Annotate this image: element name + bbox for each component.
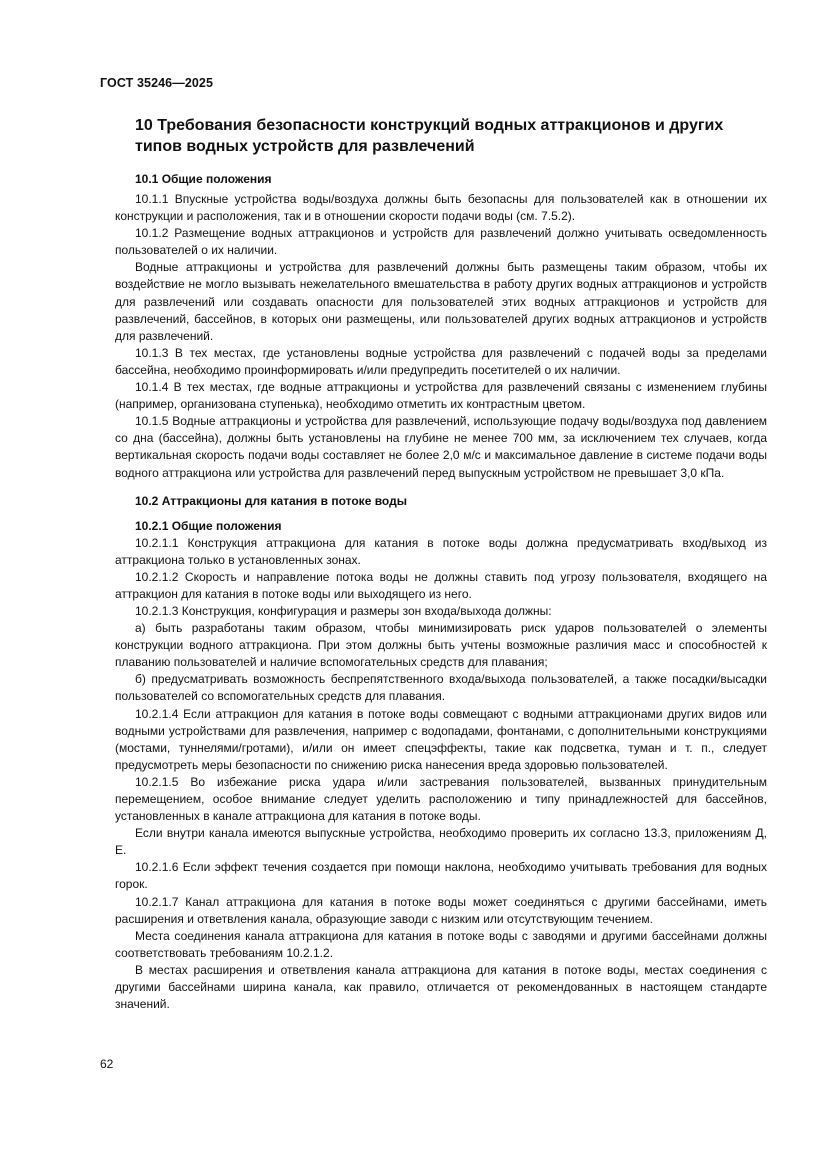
paragraph-10-2-1-7-connections: Места соединения канала аттракциона для катания в потоке воды с заводями и другими бассейнами должны соответствовать требованиям 10.2.1.2.	[115, 928, 767, 960]
paragraph-10-1-3: 10.1.3 В тех местах, где установлены водные устройства для развлечений с подачей воды за пределами бассейна, необходимо проинформировать и/или предупредить посетителей о их наличии.	[115, 345, 767, 377]
paragraph-10-2-1-3: 10.2.1.3 Конструкция, конфигурация и размеры зон входа/выхода должны:	[135, 603, 552, 618]
paragraph-10-2-1-5: 10.2.1.5 Во избежание риска удара и/или застревания пользователей, вызванных принудительным перемещением, особое внимание следует уделить расположению и типу принадлежностей для бассейнов, установленных в канале аттракциона для катания в потоке воды.	[115, 774, 767, 824]
paragraph-10-2-1-7-width: В местах расширения и ответвления канала аттракциона для катания в потоке воды, местах соединения с другими бассейнами ширина канала, как правило, отличается от рекомендованных в настоящем стандарте значений.	[115, 962, 767, 1012]
paragraph-10-2-1-5-outlets: Если внутри канала имеются выпускные устройства, необходимо проверить их согласно 13.3, приложениям Д, Е.	[115, 826, 767, 858]
document-body	[115, 115, 767, 1013]
paragraph-10-2-1-7: 10.2.1.7 Канал аттракциона для катания в потоке воды может соединяться с другими бассейнами, иметь расширения и ответвления канала, образующие заводи с низким или отсутствующим течением.	[115, 894, 767, 926]
paragraph-10-2-1-1: 10.2.1.1 Конструкция аттракциона для катания в потоке воды должна предусматривать вход/выход из аттракциона только в установленных зонах.	[115, 535, 767, 567]
paragraph-10-1-2: 10.1.2 Размещение водных аттракционов и устройств для развлечений должно учитывать осведомленность пользователей о их наличии.	[115, 226, 767, 258]
paragraph-10-1-1: 10.1.1 Впускные устройства воды/воздуха должны быть безопасны для пользователей как в отношении их конструкции и расположения, так и в отношении скорости подачи воды (см. 7.5.2).	[115, 192, 767, 224]
paragraph-10-1-2-placement: Водные аттракционы и устройства для развлечений должны быть размещены таким образом, чтобы их воздействие не могло вызывать нежелательного вмешательства в работу других водных аттракционов и устройств для развлечений или создавать опасности для пользователей этих водных аттракционов и устройств для развлечений, бассейнов, в которых они размещены, или пользователей других водных аттракционов и устройств для развлечений.	[115, 260, 767, 343]
list-item-a: а) быть разработаны таким образом, чтобы минимизировать риск ударов пользователей о элементы конструкции водного аттракциона. При этом должны быть учтены возможные различия масс и способностей к плаванию пользователей и наличие вспомогательных средств для плавания;	[115, 621, 767, 670]
paragraph-10-2-1-2: 10.2.1.2 Скорость и направление потока воды не должны ставить под угрозу пользователя, входящего на аттракцион для катания в потоке воды или выходящего из него.	[115, 569, 767, 601]
paragraph-10-1-5: 10.1.5 Водные аттракционы и устройства для развлечений, использующие подачу воды/воздуха под давлением со дна (бассейна), должны быть установлены на глубине не менее 700 мм, за исключением тех случаев, когда вертикальная скорость подачи воды составляет не более 2,0 м/с и максимальное давление в системе подачи воды водного аттракциона или устройства для развлечений перед выпускным устройством не превышает 3,0 кПа.	[115, 414, 767, 480]
paragraph-10-2-1-6: 10.2.1.6 Если эффект течения создается при помощи наклона, необходимо учитывать требования для водных горок.	[115, 860, 767, 892]
paragraph-10-1-4: 10.1.4 В тех местах, где водные аттракционы и устройства для развлечений связаны с изменением глубины (например, организована ступенька), необходимо отметить их контрастным цветом.	[115, 380, 767, 412]
page-number: 62	[100, 1057, 114, 1071]
subsubsection-title-10-2-1: 10.2.1 Общие положения	[135, 518, 282, 533]
standard-code-header: ГОСТ 35246—2025	[100, 76, 214, 90]
subsection-title-10-2: 10.2 Аттракционы для катания в потоке воды	[135, 493, 407, 508]
paragraph-10-2-1-4: 10.2.1.4 Если аттракцион для катания в потоке воды совмещают с водными аттракционами других видов или водными устройствами для развлечения, например с водопадами, фонтанами, с дополнительными конструкциями (мостами, туннелями/гротами), и/или он имеет спецэффекты, такие как подсветка, туман и т. п., следует предусмотреть меры безопасности по снижению риска нанесения вреда здоровью пользователей.	[115, 706, 767, 772]
section-title: 10 Требования безопасности конструкций водных аттракционов и других типов водных устройств для развлечений	[135, 117, 724, 155]
list-item-b: б) предусматривать возможность беспрепятственного входа/выхода пользователей, а также посадки/высадки пользователей со вспомогательных средств для плавания.	[115, 672, 767, 704]
subsection-title-10-1: 10.1 Общие положения	[135, 172, 272, 186]
